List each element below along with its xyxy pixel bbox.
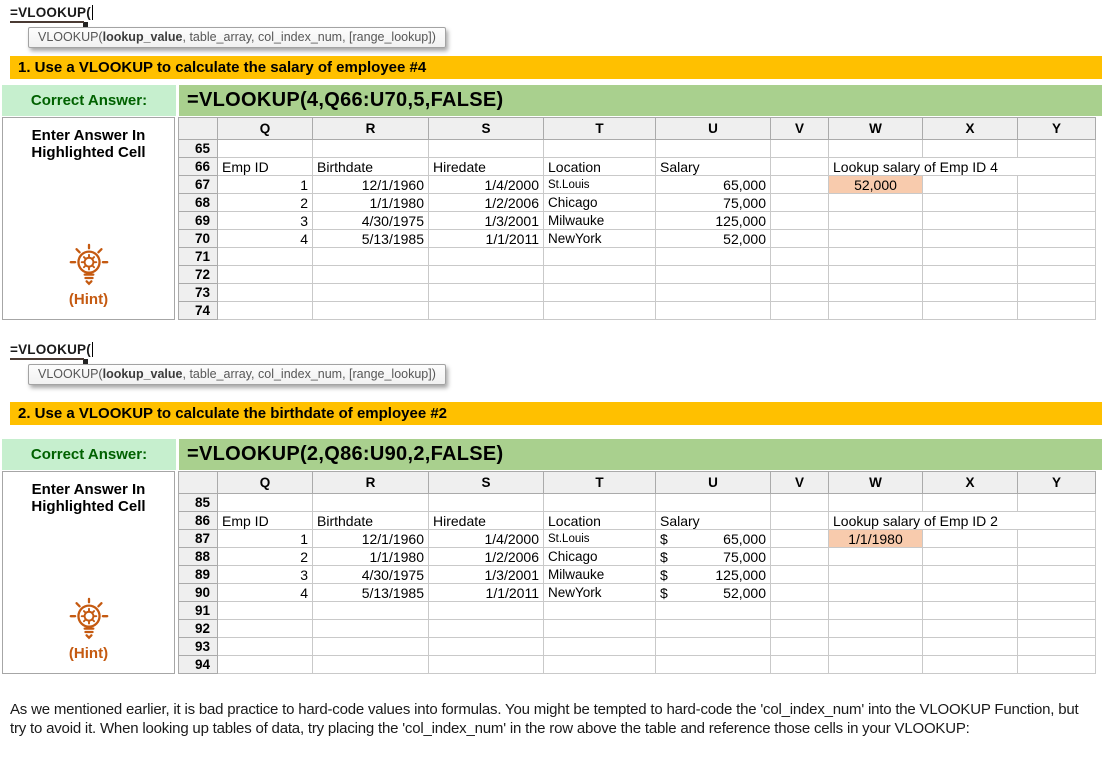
grid-row xyxy=(179,284,1096,302)
grid-cell xyxy=(771,584,829,602)
grid-cell xyxy=(923,584,1018,602)
row-header: 93 xyxy=(179,638,218,656)
hiredate-cell: 1/4/2000 xyxy=(429,176,544,194)
row-header: 92 xyxy=(179,620,218,638)
grid-cell xyxy=(1018,530,1096,548)
hiredate-cell: 1/1/2011 xyxy=(429,584,544,602)
grid-cell xyxy=(829,140,923,158)
grid-cell xyxy=(1018,194,1096,212)
row-header: 66 xyxy=(179,158,218,176)
salary-cell: $ 52,000 xyxy=(656,584,771,602)
grid-cell xyxy=(923,620,1018,638)
fill-handle-square xyxy=(83,359,88,364)
birthdate-cell xyxy=(313,602,429,620)
salary-cell xyxy=(656,266,771,284)
grid-cell xyxy=(829,566,923,584)
location-cell xyxy=(544,248,656,266)
correct-answer-label: Correct Answer: xyxy=(2,439,176,470)
location-cell: Chicago xyxy=(544,194,656,212)
tooltip-rest: , table_array, col_index_num, [range_lookup]) xyxy=(182,367,436,381)
emp-id-cell xyxy=(218,620,313,638)
grid-cell xyxy=(771,158,829,176)
column-header: R xyxy=(313,118,429,140)
location-cell: Milwauke xyxy=(544,212,656,230)
grid-cell xyxy=(771,530,829,548)
grid-cell xyxy=(923,284,1018,302)
instruction-line2: Highlighted Cell xyxy=(31,144,146,161)
grid-cell xyxy=(1018,656,1096,674)
salary-cell xyxy=(656,140,771,158)
field-label-cell: Emp ID xyxy=(218,158,313,176)
emp-id-cell xyxy=(218,494,313,512)
birthdate-cell xyxy=(313,302,429,320)
birthdate-cell xyxy=(313,638,429,656)
location-cell xyxy=(544,656,656,674)
grid-cell xyxy=(829,284,923,302)
row-header: 94 xyxy=(179,656,218,674)
salary-cell: $ 75,000 xyxy=(656,548,771,566)
section-title: 2. Use a VLOOKUP to calculate the birthdate of employee #2 xyxy=(10,402,1102,425)
grid-cell xyxy=(829,602,923,620)
hiredate-cell xyxy=(429,602,544,620)
hint-button[interactable] xyxy=(3,242,174,308)
grid-cell xyxy=(923,656,1018,674)
emp-id-cell xyxy=(218,266,313,284)
spreadsheet-grid xyxy=(178,117,1096,320)
field-label-cell: Emp ID xyxy=(218,512,313,530)
hiredate-cell xyxy=(429,638,544,656)
grid-cell xyxy=(923,230,1018,248)
hiredate-cell xyxy=(429,248,544,266)
grid-cell xyxy=(771,494,829,512)
column-header: Q xyxy=(218,118,313,140)
correct-answer-row xyxy=(2,439,1102,470)
salary-cell xyxy=(656,494,771,512)
grid-cell xyxy=(923,176,1018,194)
grid-cell xyxy=(1018,638,1096,656)
grid-cell xyxy=(771,194,829,212)
emp-id-cell: 2 xyxy=(218,194,313,212)
exercise-content xyxy=(2,471,1106,674)
birthdate-cell xyxy=(313,494,429,512)
birthdate-cell xyxy=(313,656,429,674)
grid-cell xyxy=(1018,284,1096,302)
grid-row xyxy=(179,302,1096,320)
hiredate-cell: 1/2/2006 xyxy=(429,548,544,566)
instruction-text xyxy=(3,127,174,161)
field-label-cell: Location xyxy=(544,158,656,176)
location-cell xyxy=(544,140,656,158)
typed-formula-text: =VLOOKUP( xyxy=(10,342,91,357)
emp-id-cell: 1 xyxy=(218,530,313,548)
text-cursor xyxy=(92,5,93,20)
hiredate-cell: 1/3/2001 xyxy=(429,212,544,230)
grid-cell xyxy=(771,656,829,674)
location-cell: NewYork xyxy=(544,584,656,602)
hiredate-cell: 1/1/2011 xyxy=(429,230,544,248)
formula-entry-widget xyxy=(10,341,1106,385)
grid-cell xyxy=(1018,140,1096,158)
birthdate-cell xyxy=(313,266,429,284)
column-header: W xyxy=(829,118,923,140)
birthdate-cell: 5/13/1985 xyxy=(313,584,429,602)
formula-input[interactable] xyxy=(10,341,1106,360)
grid-row xyxy=(179,248,1096,266)
hint-label: (Hint) xyxy=(68,291,109,308)
row-header: 71 xyxy=(179,248,218,266)
footer-paragraph: As we mentioned earlier, it is bad practice to hard-code values into formulas. You might be tempted to hard-code the 'col_index_num' into the VLOOKUP Function, but try to avoid it. When looking up tables of data, try placing the 'col_index_num' in the row above the table and reference those cells in your VLOOKUP: xyxy=(10,701,1079,737)
field-label-cell: Location xyxy=(544,512,656,530)
lookup-task-label: Lookup salary of Emp ID 2 xyxy=(829,512,1096,530)
emp-id-cell: 3 xyxy=(218,566,313,584)
instruction-line1: Enter Answer In xyxy=(31,127,146,144)
salary-cell: 75,000 xyxy=(656,194,771,212)
grid-cell xyxy=(829,620,923,638)
field-label-cell: Salary xyxy=(656,158,771,176)
column-header: Y xyxy=(1018,472,1096,494)
grid-cell xyxy=(1018,212,1096,230)
column-header: W xyxy=(829,472,923,494)
grid-row xyxy=(179,230,1096,248)
row-header: 90 xyxy=(179,584,218,602)
birthdate-cell: 4/30/1975 xyxy=(313,566,429,584)
grid-cell xyxy=(771,140,829,158)
grid-cell xyxy=(829,548,923,566)
grid-cell xyxy=(771,230,829,248)
grid-cell xyxy=(1018,620,1096,638)
hiredate-cell xyxy=(429,620,544,638)
field-label-cell: Birthdate xyxy=(313,158,429,176)
grid-row xyxy=(179,656,1096,674)
column-header: Y xyxy=(1018,118,1096,140)
column-header-row xyxy=(179,472,1096,494)
grid-cell xyxy=(771,566,829,584)
column-header: T xyxy=(544,118,656,140)
grid-cell xyxy=(1018,176,1096,194)
tooltip-prefix: VLOOKUP( xyxy=(38,367,103,381)
emp-id-cell xyxy=(218,140,313,158)
hiredate-cell xyxy=(429,494,544,512)
grid-cell xyxy=(771,248,829,266)
grid-cell xyxy=(923,140,1018,158)
row-header: 67 xyxy=(179,176,218,194)
grid-cell xyxy=(1018,494,1096,512)
location-cell: Chicago xyxy=(544,548,656,566)
birthdate-cell: 5/13/1985 xyxy=(313,230,429,248)
grid-cell xyxy=(1018,302,1096,320)
grid-cell xyxy=(923,566,1018,584)
section-title: 1. Use a VLOOKUP to calculate the salary of employee #4 xyxy=(10,56,1102,79)
exercise-section-1 xyxy=(0,4,1106,320)
grid-cell xyxy=(1018,248,1096,266)
hint-label: (Hint) xyxy=(68,645,109,662)
row-header: 69 xyxy=(179,212,218,230)
salary-cell xyxy=(656,302,771,320)
grid-cell xyxy=(829,584,923,602)
function-hint-tooltip xyxy=(28,27,446,48)
exercise-content xyxy=(2,117,1106,320)
hiredate-cell xyxy=(429,284,544,302)
grid-cell xyxy=(1018,548,1096,566)
row-header: 65 xyxy=(179,140,218,158)
field-label-cell: Hiredate xyxy=(429,512,544,530)
grid-cell xyxy=(829,494,923,512)
row-header: 74 xyxy=(179,302,218,320)
instruction-text xyxy=(3,481,174,515)
grid-cell xyxy=(771,548,829,566)
hiredate-cell xyxy=(429,266,544,284)
grid-cell xyxy=(771,176,829,194)
location-cell xyxy=(544,620,656,638)
grid-cell xyxy=(829,230,923,248)
fill-handle-square xyxy=(83,22,88,27)
grid-row xyxy=(179,494,1096,512)
grid-row xyxy=(179,584,1096,602)
row-header: 73 xyxy=(179,284,218,302)
column-header: T xyxy=(544,472,656,494)
grid-cell xyxy=(1018,230,1096,248)
grid-cell xyxy=(771,302,829,320)
instruction-panel xyxy=(2,471,175,674)
row-header: 85 xyxy=(179,494,218,512)
grid-cell xyxy=(829,302,923,320)
grid-cell xyxy=(923,494,1018,512)
instruction-line1: Enter Answer In xyxy=(31,481,146,498)
birthdate-cell: 1/1/1980 xyxy=(313,194,429,212)
emp-id-cell: 3 xyxy=(218,212,313,230)
grid-row xyxy=(179,566,1096,584)
grid-cell xyxy=(829,248,923,266)
salary-cell: $ 65,000 xyxy=(656,530,771,548)
birthdate-cell: 4/30/1975 xyxy=(313,212,429,230)
grid-cell xyxy=(923,302,1018,320)
grid-row xyxy=(179,620,1096,638)
column-header: Q xyxy=(218,472,313,494)
salary-cell xyxy=(656,638,771,656)
grid-cell xyxy=(923,266,1018,284)
hiredate-cell: 1/3/2001 xyxy=(429,566,544,584)
grid-row xyxy=(179,548,1096,566)
column-header: X xyxy=(923,118,1018,140)
birthdate-cell xyxy=(313,620,429,638)
hiredate-cell xyxy=(429,140,544,158)
emp-id-cell: 1 xyxy=(218,176,313,194)
grid-cell xyxy=(1018,266,1096,284)
column-header: S xyxy=(429,118,544,140)
grid-row xyxy=(179,194,1096,212)
grid-row xyxy=(179,512,1096,530)
salary-cell xyxy=(656,284,771,302)
row-header: 86 xyxy=(179,512,218,530)
location-cell xyxy=(544,494,656,512)
exercise-section-2 xyxy=(0,341,1106,674)
emp-id-cell xyxy=(218,602,313,620)
salary-cell xyxy=(656,656,771,674)
corner-header xyxy=(179,118,218,140)
grid-cell xyxy=(1018,602,1096,620)
salary-cell: 65,000 xyxy=(656,176,771,194)
grid-cell xyxy=(1018,566,1096,584)
grid-row xyxy=(179,158,1096,176)
grid-row xyxy=(179,176,1096,194)
row-header: 88 xyxy=(179,548,218,566)
grid-cell xyxy=(923,548,1018,566)
correct-answer-formula: =VLOOKUP(2,Q86:U90,2,FALSE) xyxy=(179,439,1102,470)
row-header: 70 xyxy=(179,230,218,248)
hiredate-cell xyxy=(429,656,544,674)
grid-cell xyxy=(829,212,923,230)
grid-row xyxy=(179,212,1096,230)
grid-cell xyxy=(829,266,923,284)
grid-cell xyxy=(829,638,923,656)
birthdate-cell: 12/1/1960 xyxy=(313,176,429,194)
row-header: 89 xyxy=(179,566,218,584)
salary-cell: $ 125,000 xyxy=(656,566,771,584)
hint-button[interactable] xyxy=(3,596,174,662)
spreadsheet-grid xyxy=(178,471,1096,674)
grid-cell xyxy=(923,530,1018,548)
grid-row xyxy=(179,602,1096,620)
emp-id-cell xyxy=(218,284,313,302)
grid-row xyxy=(179,266,1096,284)
tooltip-active-arg: lookup_value xyxy=(102,367,183,381)
grid-cell xyxy=(771,212,829,230)
location-cell xyxy=(544,638,656,656)
column-header: V xyxy=(771,118,829,140)
grid-cell xyxy=(829,656,923,674)
field-label-cell: Birthdate xyxy=(313,512,429,530)
row-header: 68 xyxy=(179,194,218,212)
emp-id-cell: 4 xyxy=(218,584,313,602)
location-cell xyxy=(544,266,656,284)
emp-id-cell xyxy=(218,638,313,656)
birthdate-cell xyxy=(313,140,429,158)
birthdate-cell: 1/1/1980 xyxy=(313,548,429,566)
tooltip-prefix: VLOOKUP( xyxy=(38,30,103,44)
field-label-cell: Hiredate xyxy=(429,158,544,176)
grid-cell xyxy=(771,284,829,302)
formula-input[interactable] xyxy=(10,4,1106,23)
emp-id-cell: 4 xyxy=(218,230,313,248)
grid-row xyxy=(179,638,1096,656)
instruction-panel xyxy=(2,117,175,320)
column-header: R xyxy=(313,472,429,494)
location-cell: Milwauke xyxy=(544,566,656,584)
correct-answer-formula: =VLOOKUP(4,Q66:U70,5,FALSE) xyxy=(179,85,1102,116)
tooltip-rest: , table_array, col_index_num, [range_lookup]) xyxy=(182,30,436,44)
salary-cell xyxy=(656,620,771,638)
hint-lightbulb-icon xyxy=(66,242,112,290)
row-header: 91 xyxy=(179,602,218,620)
row-header: 87 xyxy=(179,530,218,548)
emp-id-cell xyxy=(218,248,313,266)
emp-id-cell: 2 xyxy=(218,548,313,566)
location-cell xyxy=(544,602,656,620)
emp-id-cell xyxy=(218,302,313,320)
birthdate-cell xyxy=(313,248,429,266)
grid-row xyxy=(179,530,1096,548)
hint-lightbulb-icon xyxy=(66,596,112,644)
function-hint-tooltip xyxy=(28,364,446,385)
grid-cell xyxy=(923,638,1018,656)
grid-cell xyxy=(923,602,1018,620)
corner-header xyxy=(179,472,218,494)
grid-cell xyxy=(923,194,1018,212)
correct-answer-label: Correct Answer: xyxy=(2,85,176,116)
column-header: V xyxy=(771,472,829,494)
column-header: X xyxy=(923,472,1018,494)
grid-cell xyxy=(771,602,829,620)
column-header: S xyxy=(429,472,544,494)
location-cell: NewYork xyxy=(544,230,656,248)
column-header: U xyxy=(656,472,771,494)
location-cell xyxy=(544,302,656,320)
location-cell: St.Louis xyxy=(544,176,656,194)
hiredate-cell xyxy=(429,302,544,320)
grid-cell xyxy=(771,620,829,638)
birthdate-cell xyxy=(313,284,429,302)
grid-row xyxy=(179,140,1096,158)
column-header: U xyxy=(656,118,771,140)
salary-cell xyxy=(656,602,771,620)
formula-entry-widget xyxy=(10,4,1106,48)
column-header-row xyxy=(179,118,1096,140)
row-header: 72 xyxy=(179,266,218,284)
grid-cell xyxy=(771,638,829,656)
instruction-line2: Highlighted Cell xyxy=(31,498,146,515)
typed-formula-text: =VLOOKUP( xyxy=(10,5,91,20)
birthdate-cell: 12/1/1960 xyxy=(313,530,429,548)
field-label-cell: Salary xyxy=(656,512,771,530)
grid-cell xyxy=(1018,584,1096,602)
location-cell: St.Louis xyxy=(544,530,656,548)
highlighted-answer-cell[interactable]: 52,000 xyxy=(829,176,923,194)
location-cell xyxy=(544,284,656,302)
grid-cell xyxy=(923,248,1018,266)
grid-cell xyxy=(829,194,923,212)
emp-id-cell xyxy=(218,656,313,674)
tooltip-active-arg: lookup_value xyxy=(102,30,183,44)
lookup-task-label: Lookup salary of Emp ID 4 xyxy=(829,158,1096,176)
salary-cell: 125,000 xyxy=(656,212,771,230)
grid-cell xyxy=(771,512,829,530)
hiredate-cell: 1/4/2000 xyxy=(429,530,544,548)
hiredate-cell: 1/2/2006 xyxy=(429,194,544,212)
highlighted-answer-cell[interactable]: 1/1/1980 xyxy=(829,530,923,548)
salary-cell: 52,000 xyxy=(656,230,771,248)
correct-answer-row xyxy=(2,85,1102,116)
salary-cell xyxy=(656,248,771,266)
grid-cell xyxy=(923,212,1018,230)
text-cursor xyxy=(92,342,93,357)
grid-cell xyxy=(771,266,829,284)
